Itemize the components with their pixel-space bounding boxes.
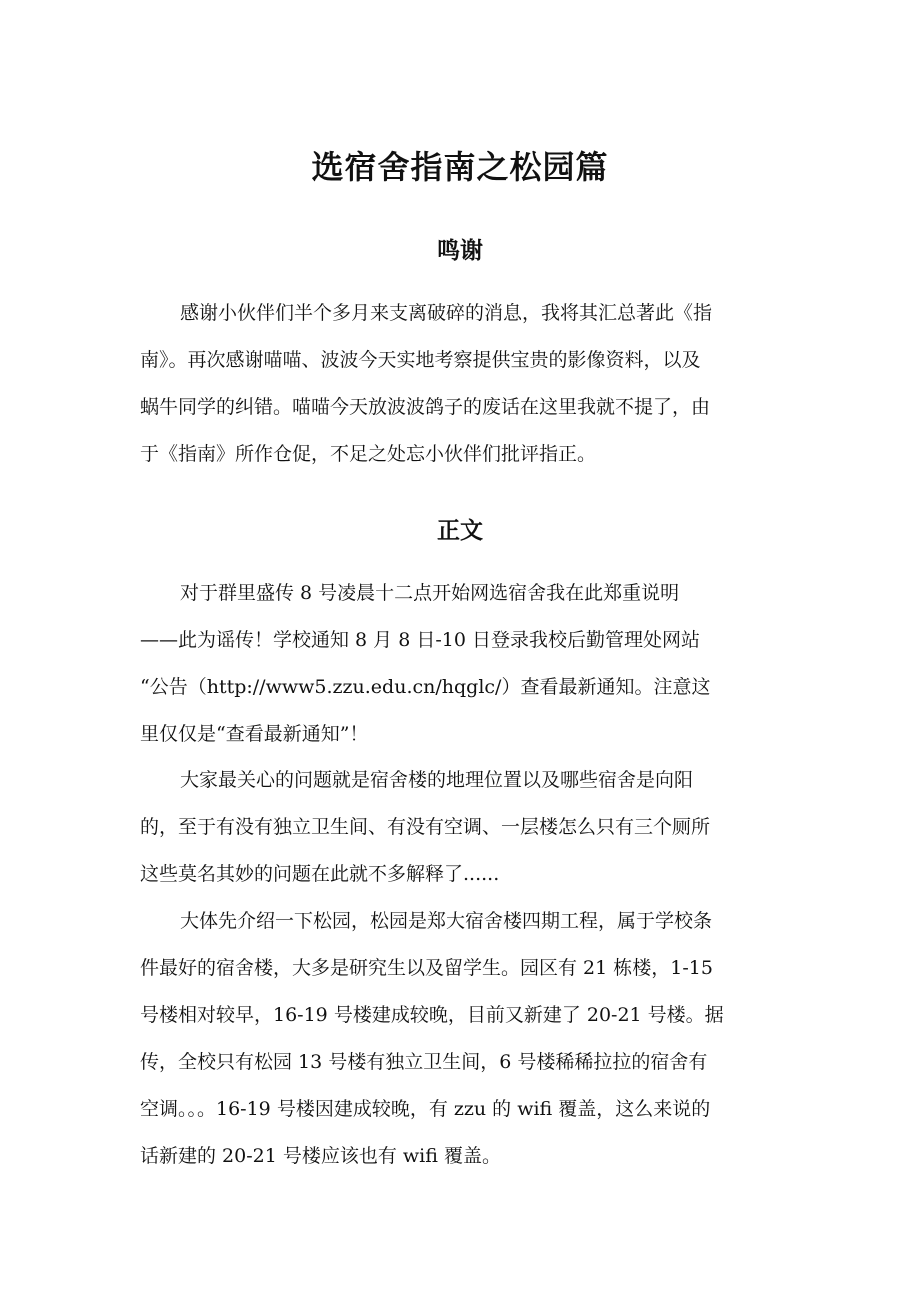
text-line: 于《指南》所作仓促，不足之处忘小伙伴们批评指正。: [140, 443, 597, 465]
text-line: 感谢小伙伴们半个多月来支离破碎的消息，我将其汇总著此《指: [180, 302, 713, 324]
text-line: 里仅仅是“查看最新通知”！: [140, 723, 369, 745]
text-line: 的，至于有没有独立卫生间、有没有空调、一层楼怎么只有三个厕所: [140, 816, 711, 838]
text-line: 空调。。。16-19 号楼因建成较晚，有 zzu 的 wifi 覆盖，这么来说的: [140, 1098, 711, 1120]
text-line: 蜗牛同学的纠错。喵喵今天放波波鸽子的废话在这里我就不提了，由: [140, 396, 711, 418]
document-title: 选宿舍指南之松园篇: [311, 148, 609, 186]
body-paragraph-rumor: [140, 570, 780, 758]
body-paragraph-concerns: [140, 757, 780, 898]
section-heading-thanks: 鸣谢: [437, 238, 483, 264]
text-line: 大家最关心的问题就是宿舍楼的地理位置以及哪些宿舍是向阳: [180, 769, 694, 791]
text-line: 传，全校只有松园 13 号楼有独立卫生间，6 号楼稀稀拉拉的宿舍有: [140, 1051, 708, 1073]
thanks-paragraph: [140, 290, 780, 478]
text-line: 件最好的宿舍楼，大多是研究生以及留学生。园区有 21 栋楼，1-15: [140, 957, 713, 979]
text-line: “公告（http://www5.zzu.edu.cn/hqglc/）查看最新通知。注意这: [140, 676, 711, 698]
body-paragraph-songyuan-intro: [140, 898, 780, 1180]
text-line: 南》。再次感谢喵喵、波波今天实地考察提供宝贵的影像资料，以及: [140, 349, 701, 371]
text-line: 对于群里盛传 8 号凌晨十二点开始网选宿舍我在此郑重说明: [180, 582, 680, 604]
text-line: 话新建的 20-21 号楼应该也有 wifi 覆盖。: [140, 1145, 501, 1167]
text-line: ——此为谣传！学校通知 8 月 8 日-10 日登录我校后勤管理处网站: [140, 629, 700, 651]
text-line: 这些莫名其妙的问题在此就不多解释了......: [140, 863, 500, 885]
text-line: 大体先介绍一下松园，松园是郑大宿舍楼四期工程，属于学校条: [180, 910, 713, 932]
section-heading-main-text: 正文: [437, 518, 483, 544]
text-line: 号楼相对较早，16-19 号楼建成较晚，目前又新建了 20-21 号楼。据: [140, 1004, 724, 1026]
